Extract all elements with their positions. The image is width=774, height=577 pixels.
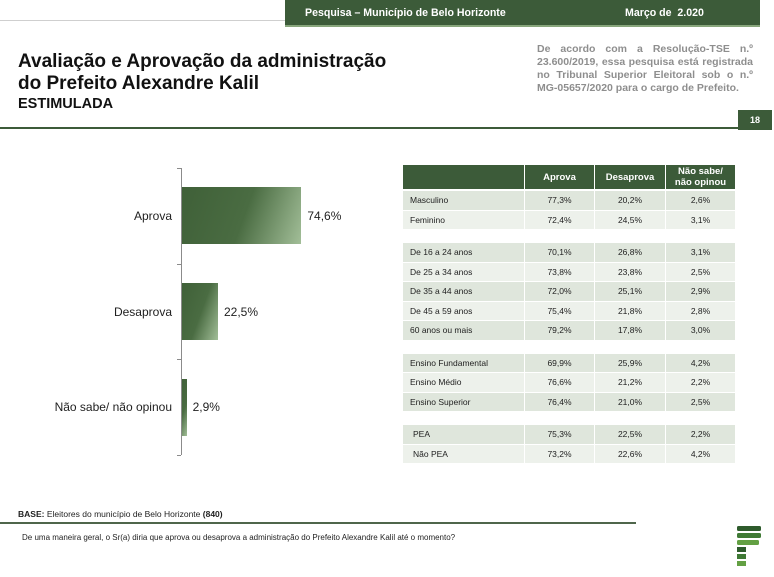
cell-aprova: 75,3% (524, 425, 594, 444)
category-label-aprova: Aprova (133, 208, 172, 223)
table-header-corner (403, 165, 524, 189)
approval-bar-chart (0, 160, 395, 465)
base-count: (840) (202, 509, 223, 519)
table-row-masculino (403, 191, 735, 211)
cell-aprova: 79,2% (524, 321, 594, 340)
cell-aprova: 70,1% (524, 243, 594, 262)
axis-tick (177, 359, 181, 360)
cell-desaprova: 21,0% (594, 393, 665, 412)
cell-desaprova: 17,8% (594, 321, 665, 340)
row-label: De 25 a 34 anos (410, 266, 473, 277)
cell-aprova: 72,0% (524, 282, 594, 301)
table-row-group (403, 191, 735, 230)
base-text: Eleitores do município de Belo Horizonte (46, 509, 201, 519)
axis-tick (177, 168, 181, 169)
table-row-de-45-a-59-anos (403, 302, 735, 322)
axis-tick (177, 455, 181, 456)
row-label: 60 anos ou mais (410, 325, 473, 335)
registration-note-line: 23.600/2019, essa pesquisa está registrada (537, 56, 753, 68)
cell-desaprova: 24,5% (594, 211, 665, 230)
crosstab-table (403, 165, 735, 464)
cell-aprova: 73,8% (524, 263, 594, 282)
row-label: De 16 a 24 anos (410, 247, 473, 257)
company-logo (737, 526, 763, 566)
row-label: Feminino (410, 214, 445, 225)
table-row-de-16-a-24-anos (403, 243, 735, 263)
cell-aprova: 76,6% (524, 373, 594, 392)
cell-aprova: 73,2% (524, 445, 594, 464)
cell-aprova: 77,3% (524, 191, 594, 210)
table-row-ensino-medio (403, 373, 735, 393)
row-label: Ensino Médio (410, 377, 462, 387)
table-row-de-25-a-34-anos (403, 263, 735, 283)
cell-nao-sabe-nao-opinou: 3,1% (665, 211, 735, 230)
cell-nao-sabe-nao-opinou: 3,0% (665, 321, 735, 340)
page-title (18, 51, 386, 113)
cell-nao-sabe-nao-opinou: 2,9% (665, 282, 735, 301)
survey-label: Pesquisa – Município de Belo Horizonte (305, 7, 506, 19)
row-label: Não PEA (413, 448, 448, 459)
bar-nao-sabe-nao-opinou (182, 379, 187, 436)
cell-aprova: 72,4% (524, 211, 594, 230)
cell-aprova: 76,4% (524, 393, 594, 412)
table-row-60-anos-ou-mais (403, 321, 735, 341)
header-bar (285, 0, 760, 27)
cell-desaprova: 22,6% (594, 445, 665, 464)
table-row-group (403, 425, 735, 464)
cell-desaprova: 25,9% (594, 354, 665, 373)
cell-desaprova: 21,8% (594, 302, 665, 321)
cell-desaprova: 21,2% (594, 373, 665, 392)
table-row-ensino-fundamental (403, 354, 735, 374)
value-label-nao-sabe-nao-opinou: 2,9% (192, 400, 220, 415)
cell-nao-sabe-nao-opinou: 2,2% (665, 373, 735, 392)
cell-aprova: 69,9% (524, 354, 594, 373)
category-label-desaprova: Desaprova (113, 304, 172, 319)
table-row-feminino (403, 211, 735, 231)
row-label: De 35 a 44 anos (410, 286, 473, 296)
column-header-nao-sabe-nao-opinou: Não sabe/ não opinou (665, 165, 735, 189)
bar-aprova (182, 187, 301, 244)
title-line-2: do Prefeito Alexandre Kalil (18, 73, 260, 94)
table-row-ensino-superior (403, 393, 735, 413)
title-divider (0, 127, 738, 129)
row-label: De 45 a 59 anos (410, 305, 473, 316)
table-row-pea (403, 425, 735, 445)
survey-date: Março de 2.020 (625, 7, 704, 19)
page-number: 18 (738, 110, 772, 130)
cell-nao-sabe-nao-opinou: 3,1% (665, 243, 735, 262)
bar-desaprova (182, 283, 218, 340)
value-label-desaprova: 22,5% (224, 304, 259, 319)
survey-question: De uma maneira geral, o Sr(a) diria que aprova ou desaprova a administração do Prefeito Alexandre Kalil até o momento? (22, 533, 456, 542)
table-row-nao-pea (403, 445, 735, 465)
top-divider (0, 20, 285, 21)
title-line-1: Avaliação e Aprovação da administração (18, 51, 387, 72)
page-subtitle: ESTIMULADA (18, 96, 114, 112)
cell-aprova: 75,4% (524, 302, 594, 321)
table-row-group (403, 354, 735, 413)
base-note (18, 509, 223, 520)
cell-desaprova: 22,5% (594, 425, 665, 444)
cell-desaprova: 26,8% (594, 243, 665, 262)
cell-nao-sabe-nao-opinou: 2,2% (665, 425, 735, 444)
base-label: BASE: (18, 509, 45, 519)
logo-icon (737, 526, 763, 566)
axis-tick (177, 264, 181, 265)
registration-note-line: MG-05657/2020 para o cargo de Prefeito. (537, 82, 739, 94)
registration-note-line: no Tribunal Superior Eleitoral sob o n.º (537, 69, 753, 81)
cell-desaprova: 23,8% (594, 263, 665, 282)
registration-note-line: De acordo com a Resolução-TSE n.º (537, 43, 753, 55)
column-header-aprova: Aprova (524, 165, 594, 189)
cell-nao-sabe-nao-opinou: 2,6% (665, 191, 735, 210)
cell-nao-sabe-nao-opinou: 4,2% (665, 445, 735, 464)
registration-note (537, 43, 753, 95)
value-label-aprova: 74,6% (307, 208, 342, 223)
table-header-row (403, 165, 735, 189)
row-label: Masculino (410, 195, 449, 205)
table-row-de-35-a-44-anos (403, 282, 735, 302)
cell-nao-sabe-nao-opinou: 2,8% (665, 302, 735, 321)
row-label: PEA (413, 429, 431, 439)
row-label: Ensino Superior (410, 396, 471, 407)
cell-desaprova: 25,1% (594, 282, 665, 301)
cell-desaprova: 20,2% (594, 191, 665, 210)
column-header-desaprova: Desaprova (594, 165, 665, 189)
row-label: Ensino Fundamental (410, 357, 488, 368)
cell-nao-sabe-nao-opinou: 4,2% (665, 354, 735, 373)
footer-divider (0, 522, 636, 524)
cell-nao-sabe-nao-opinou: 2,5% (665, 263, 735, 282)
cell-nao-sabe-nao-opinou: 2,5% (665, 393, 735, 412)
table-row-group (403, 243, 735, 341)
category-label-nao-sabe-nao-opinou: Não sabe/ não opinou (54, 400, 172, 415)
